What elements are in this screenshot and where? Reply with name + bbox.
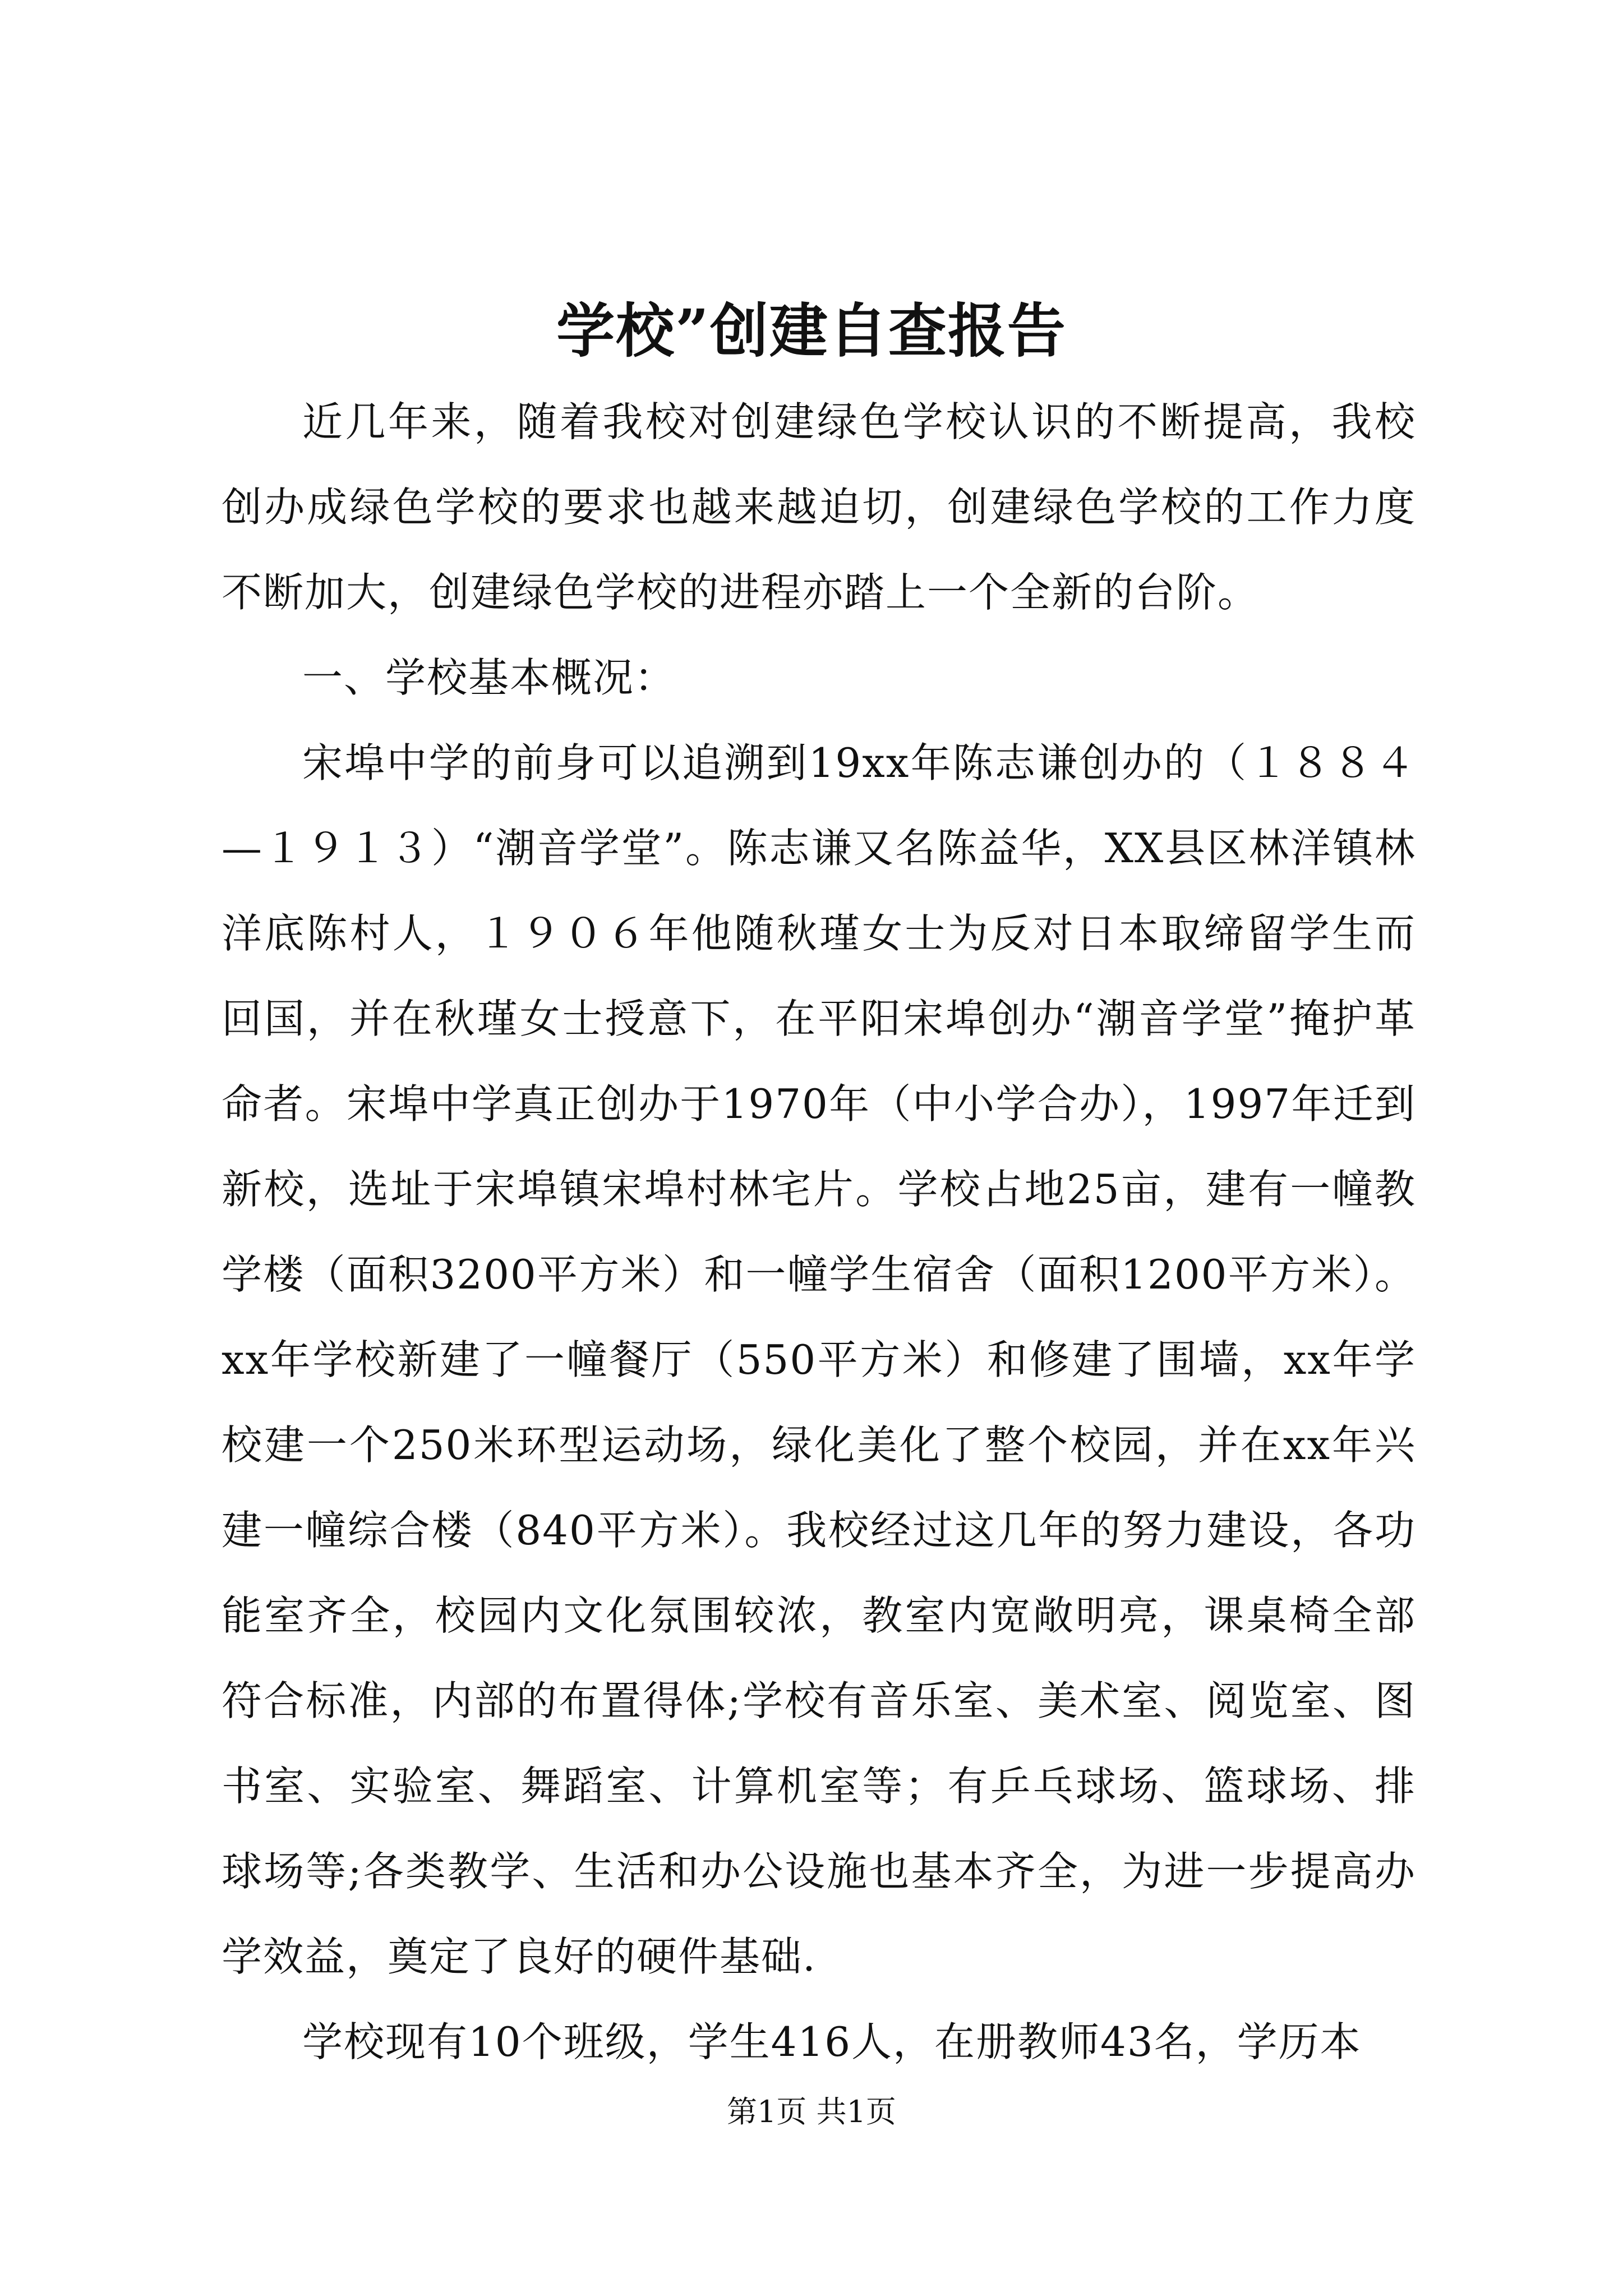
document-title: 学校”创建自查报告 [556, 296, 1067, 365]
paragraph-school-current: 学校现有10个班级，学生416人，在册教师43名，学历本 [302, 2018, 1362, 2065]
section-heading-basic-overview: 一、学校基本概况： [302, 654, 676, 701]
document-body [222, 379, 1416, 2085]
paragraph-intro: 近几年来，随着我校对创建绿色学校认识的不断提高，我校创办成绿色学校的要求也越来越迫切，创建绿色学校的工作力度不断加大，创建绿色学校的进程亦踏上一个全新的台阶。 [222, 398, 1416, 616]
page-footer: 第1页 共1页 [727, 2094, 896, 2129]
paragraph-school-history: 宋埠中学的前身可以追溯到19xx年陈志谦创办的（１８８４—１９１３）“潮音学堂”。陈志谦又名陈益华，XX县区林洋镇林洋底陈村人，１９０６年他随秋瑾女士为反对日本取缔留学生而回国，并在秋瑾女士授意下，在平阳宋埠创办“潮音学堂”掩护革命者。宋埠中学真正创办于1970年（中小学合办），1997年迁到新校，选址于宋埠镇宋埠村林宅片。学校占地25亩，建有一幢教学楼（面积3200平方米）和一幢学生宿舍（面积1200平方米）。xx年学校新建了一幢餐厅（550平方米）和修建了围墙，xx年学校建一个250米环型运动场，绿化美化了整个校园，并在xx年兴建一幢综合楼（840平方米）。我校经过这几年的努力建设，各功能室齐全，校园内文化氛围较浓，教室内宽敞明亮，课桌椅全部符合标准，内部的布置得体;学校有音乐室、美术室、阅览室、图书室、实验室、舞蹈室、计算机室等；有乒乓球场、篮球场、排球场等;各类教学、生活和办公设施也基本齐全，为进一步提高办学效益，奠定了良好的硬件基础. [222, 739, 1416, 1980]
